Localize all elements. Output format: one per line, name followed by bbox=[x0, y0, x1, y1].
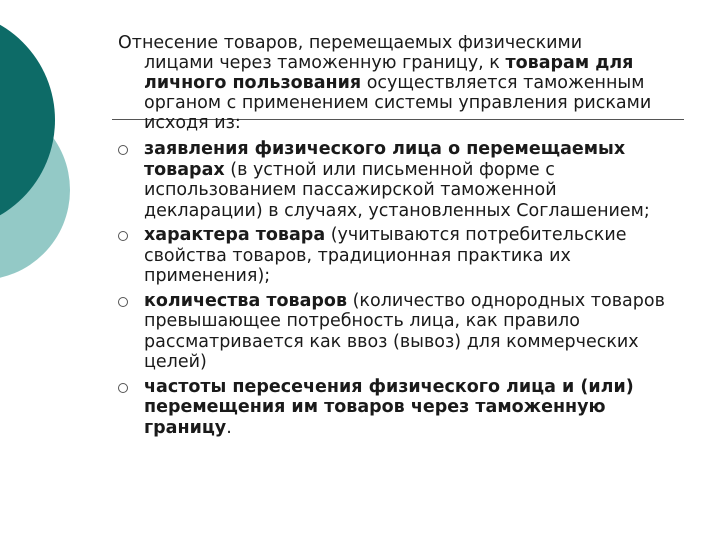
list-item-bold: заявления физического лица о перемещаемых товарах bbox=[144, 139, 626, 180]
list-item-text: (количество однородных товаров превышающее потребность лица, как правило рассматривается как ввоз (вывоз) для коммерческих целей) bbox=[144, 290, 665, 372]
intro-bold-term: товарам для личного пользования bbox=[144, 53, 634, 93]
list-item bbox=[118, 291, 678, 373]
circle-bullet-icon bbox=[118, 231, 128, 241]
list-item-bold: частоты пересечения физического лица и (или) перемещения им товаров через таможенную границу bbox=[144, 376, 634, 438]
circle-bullet-icon bbox=[118, 145, 128, 155]
list-item bbox=[118, 225, 678, 287]
intro-text-tail: осуществляется таможенным органом с применением системы управления рисками исходя из: bbox=[144, 73, 652, 133]
list-item bbox=[118, 139, 678, 221]
list-item-text: (в устной или письменной форме с использованием пассажирской таможенной декларации) в случаях, установленных Соглашением; bbox=[144, 159, 650, 221]
slide-content bbox=[118, 33, 678, 442]
list-item bbox=[118, 377, 678, 439]
decorative-circles bbox=[0, 0, 120, 300]
intro-first-line: Отнесение товаров, перемещаемых физическими bbox=[118, 33, 583, 53]
list-item-text: (учитываются потребительские свойства товаров, традиционная практика их применения); bbox=[144, 225, 627, 286]
intro-paragraph bbox=[118, 33, 678, 133]
circle-bullet-icon bbox=[118, 297, 128, 307]
list-item-text: . bbox=[226, 417, 232, 438]
criteria-list bbox=[118, 139, 678, 438]
intro-text: лицами через таможенную границу, к bbox=[144, 53, 506, 73]
circle-bullet-icon bbox=[118, 383, 128, 393]
list-item-bold: характера товара bbox=[144, 225, 326, 245]
list-item-bold: количества товаров bbox=[144, 290, 348, 311]
intro-continuation bbox=[118, 53, 678, 133]
